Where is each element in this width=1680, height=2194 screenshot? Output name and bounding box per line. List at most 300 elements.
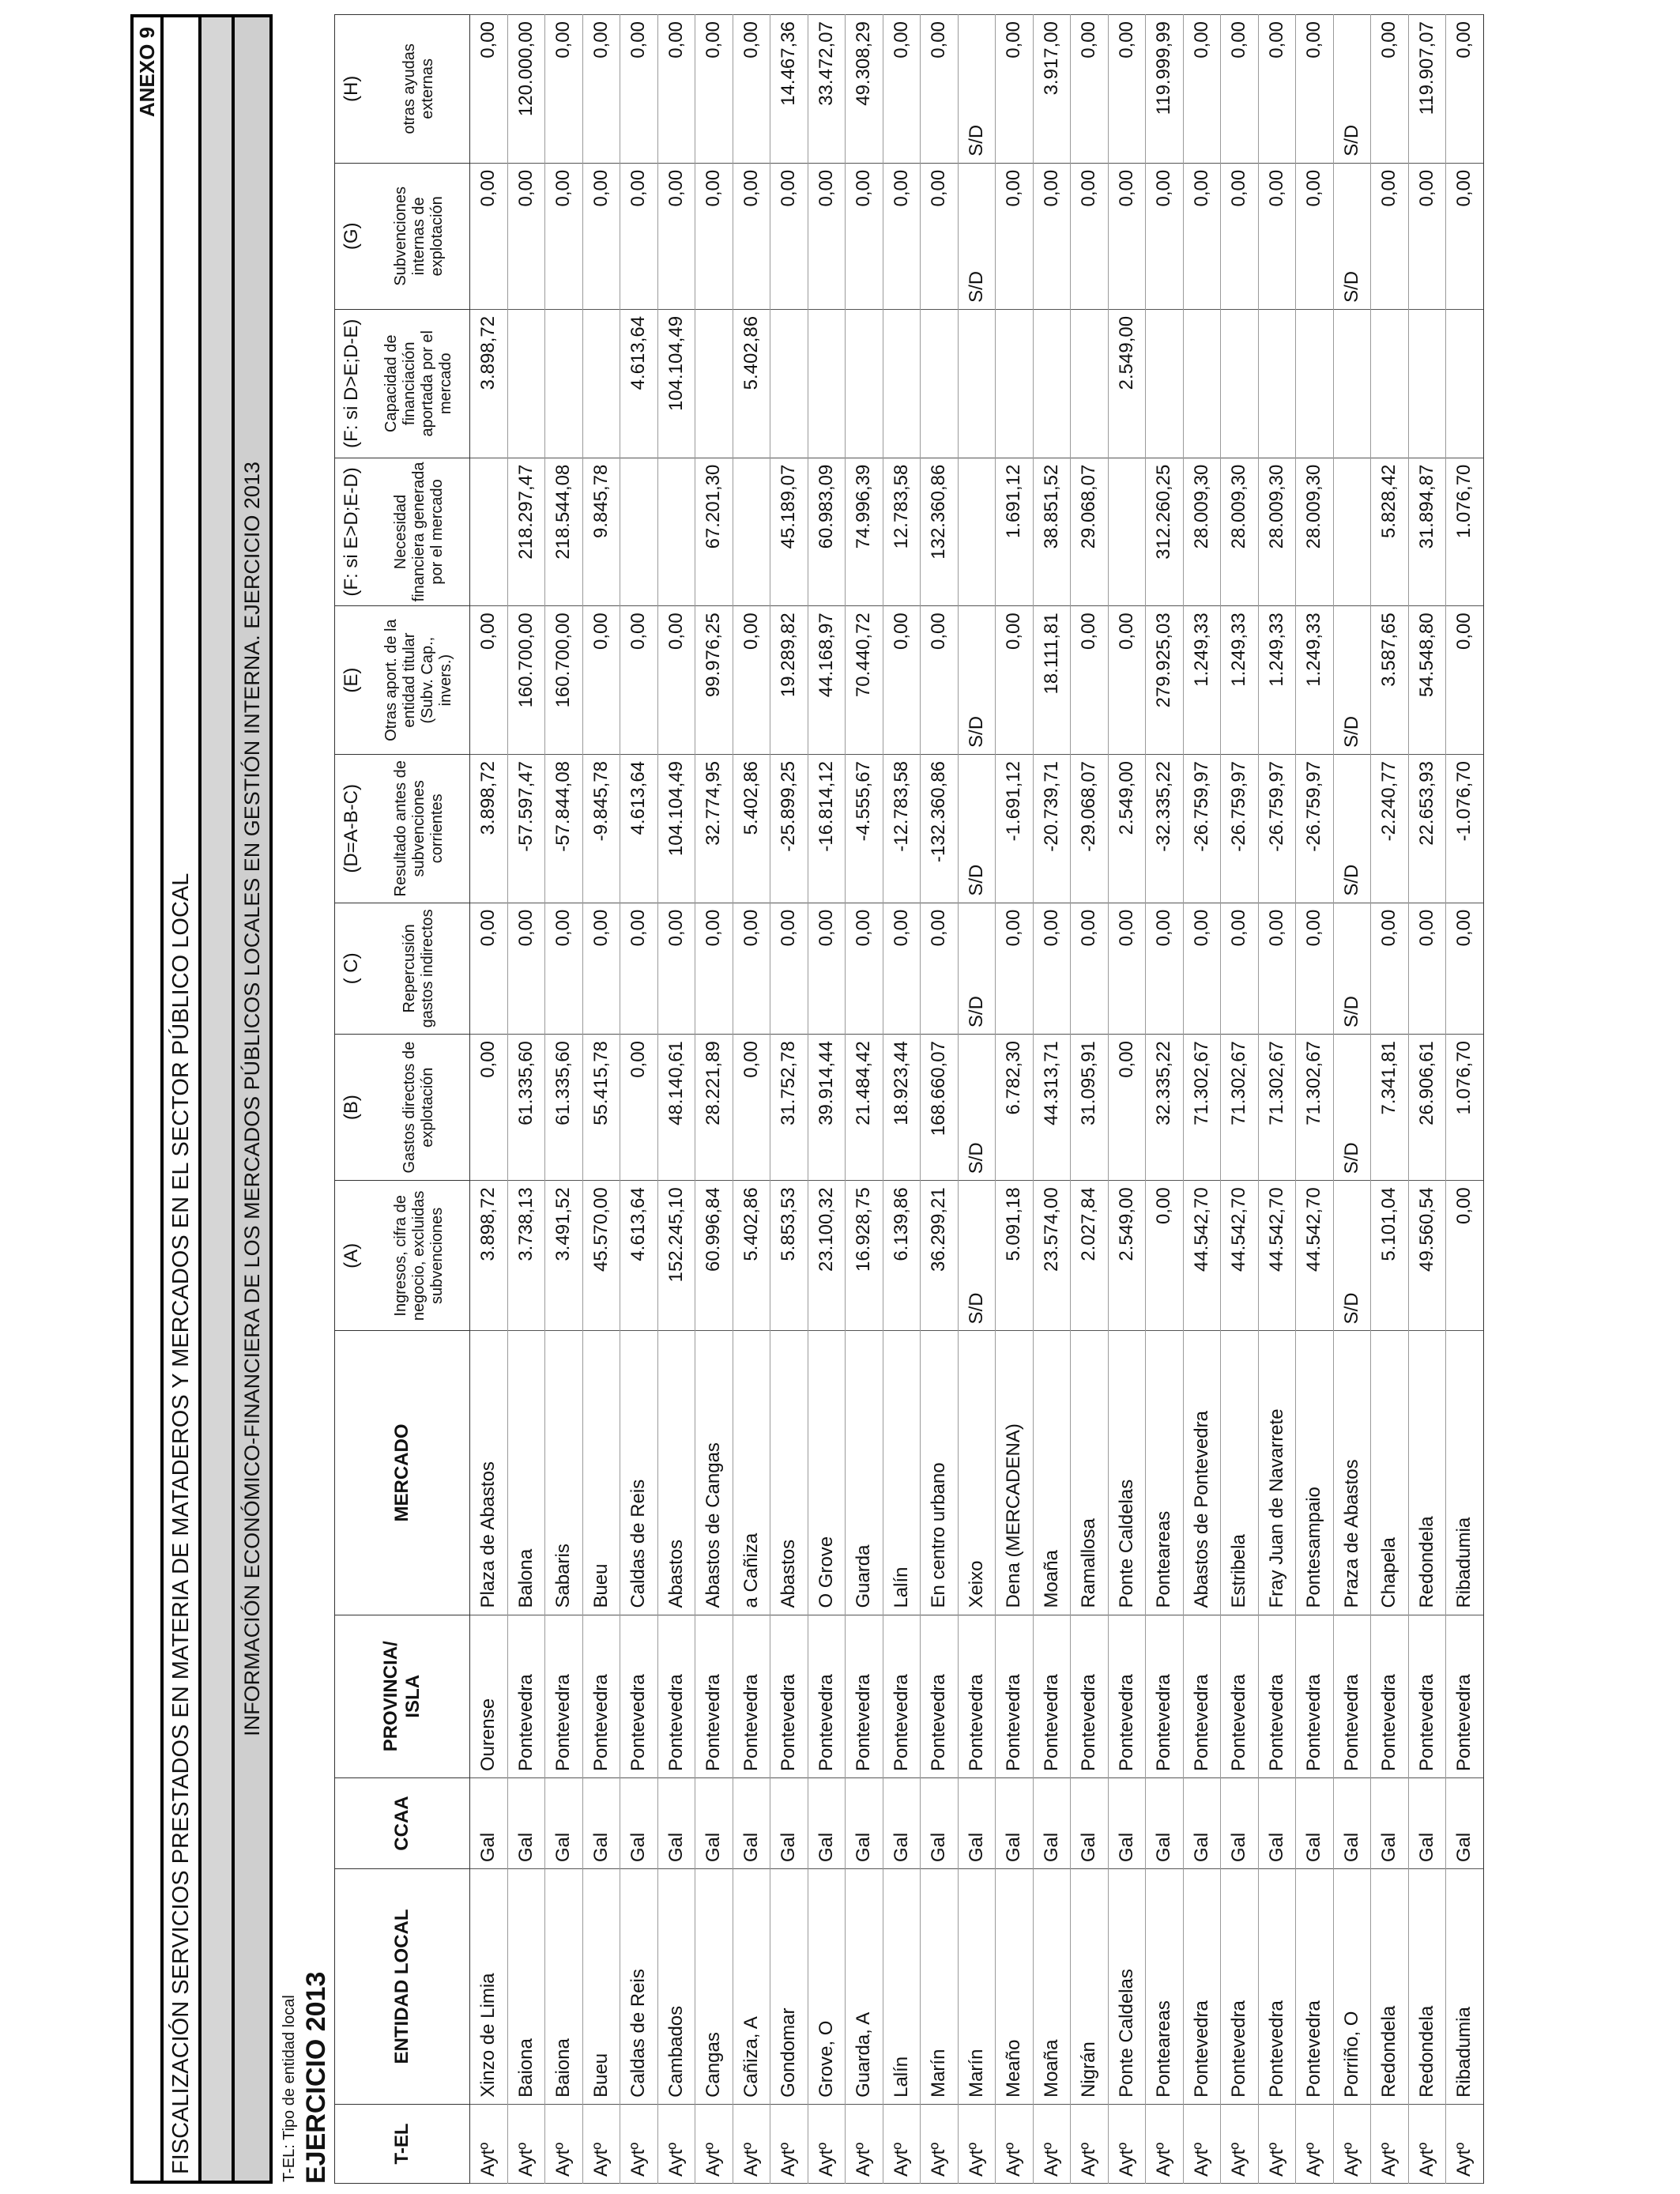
cell-otras-aportaciones: 19.289,82 bbox=[770, 606, 808, 755]
table-row bbox=[657, 15, 695, 2184]
cell-mercado: Chapela bbox=[1371, 1331, 1409, 1615]
cell-otras-aportaciones: 0,00 bbox=[582, 606, 620, 755]
cell-ccaa: Gal bbox=[657, 1778, 695, 1869]
cell-resultado: -32.335,22 bbox=[1146, 754, 1184, 903]
cell-resultado: -57.597,47 bbox=[507, 754, 545, 903]
header-f1-desc: Necesidad financiera generada por el mercado bbox=[368, 458, 470, 606]
cell-gastos-directos: 7.341,81 bbox=[1371, 1035, 1409, 1181]
header-a-desc: Ingresos, cifra de negocio, excluidas subvenciones bbox=[368, 1181, 470, 1331]
cell-tel: Aytº bbox=[582, 2104, 620, 2183]
cell-ingresos: S/D bbox=[1333, 1181, 1371, 1331]
cell-capacidad-financiacion bbox=[1446, 309, 1484, 458]
cell-resultado: -16.814,12 bbox=[808, 754, 846, 903]
cell-necesidad-financiera bbox=[620, 458, 658, 606]
cell-capacidad-financiacion bbox=[958, 309, 996, 458]
header-f1-code: (F: si E>D;E-D) bbox=[335, 458, 369, 606]
cell-gastos-indirectos: 0,00 bbox=[582, 903, 620, 1034]
header-c-code: ( C) bbox=[335, 903, 369, 1034]
cell-subvenciones-internas: 0,00 bbox=[1183, 163, 1221, 309]
cell-ccaa: Gal bbox=[1033, 1778, 1071, 1869]
cell-ccaa: Gal bbox=[470, 1778, 508, 1869]
table-body bbox=[470, 15, 1484, 2184]
cell-gastos-directos: 0,00 bbox=[620, 1035, 658, 1181]
cell-otras-ayudas: S/D bbox=[958, 15, 996, 164]
cell-provincia: Pontevedra bbox=[996, 1615, 1034, 1777]
cell-ccaa: Gal bbox=[1258, 1778, 1296, 1869]
cell-necesidad-financiera bbox=[733, 458, 770, 606]
cell-entidad: Baiona bbox=[507, 1869, 545, 2105]
cell-mercado: Abastos bbox=[657, 1331, 695, 1615]
cell-gastos-indirectos: 0,00 bbox=[657, 903, 695, 1034]
report-title: FISCALIZACIÓN SERVICIOS PRESTADOS EN MATERIA DE MATADEROS Y MERCADOS EN EL SECTOR PÚBLICO LOCAL bbox=[168, 873, 194, 2174]
cell-tel: Aytº bbox=[770, 2104, 808, 2183]
cell-otras-ayudas: 0,00 bbox=[1258, 15, 1296, 164]
cell-capacidad-financiacion bbox=[883, 309, 921, 458]
cell-tel: Aytº bbox=[808, 2104, 846, 2183]
cell-subvenciones-internas: 0,00 bbox=[1446, 163, 1484, 309]
cell-gastos-indirectos: 0,00 bbox=[507, 903, 545, 1034]
cell-ingresos: 44.542,70 bbox=[1221, 1181, 1259, 1331]
cell-resultado: -26.759,97 bbox=[1296, 754, 1334, 903]
cell-mercado: Ponte Caldelas bbox=[1108, 1331, 1146, 1615]
cell-capacidad-financiacion bbox=[1333, 309, 1371, 458]
cell-ingresos: 5.091,18 bbox=[996, 1181, 1034, 1331]
table-row bbox=[1183, 15, 1221, 2184]
cell-otras-ayudas: 0,00 bbox=[921, 15, 959, 164]
cell-ccaa: Gal bbox=[695, 1778, 733, 1869]
cell-gastos-directos: 6.782,30 bbox=[996, 1035, 1034, 1181]
cell-gastos-directos: 71.302,67 bbox=[1183, 1035, 1221, 1181]
cell-otras-ayudas: 0,00 bbox=[1108, 15, 1146, 164]
table-row bbox=[1071, 15, 1109, 2184]
cell-ccaa: Gal bbox=[1221, 1778, 1259, 1869]
cell-necesidad-financiera: 218.544,08 bbox=[545, 458, 583, 606]
cell-necesidad-financiera: 5.828,42 bbox=[1371, 458, 1409, 606]
cell-mercado: Dena (MERCADENA) bbox=[996, 1331, 1034, 1615]
cell-resultado: -26.759,97 bbox=[1221, 754, 1259, 903]
table-row bbox=[1333, 15, 1371, 2184]
cell-gastos-indirectos: 0,00 bbox=[1146, 903, 1184, 1034]
cell-gastos-indirectos: 0,00 bbox=[1258, 903, 1296, 1034]
cell-ingresos: 6.139,86 bbox=[883, 1181, 921, 1331]
cell-tel: Aytº bbox=[1108, 2104, 1146, 2183]
cell-mercado: Redondela bbox=[1408, 1331, 1446, 1615]
cell-resultado: 4.613,64 bbox=[620, 754, 658, 903]
cell-provincia: Pontevedra bbox=[1033, 1615, 1071, 1777]
cell-otras-ayudas: 0,00 bbox=[1071, 15, 1109, 164]
cell-ingresos: 60.996,84 bbox=[695, 1181, 733, 1331]
cell-provincia: Pontevedra bbox=[921, 1615, 959, 1777]
cell-mercado: Moaña bbox=[1033, 1331, 1071, 1615]
cell-entidad: Cañiza, A bbox=[733, 1869, 770, 2105]
cell-ccaa: Gal bbox=[620, 1778, 658, 1869]
cell-provincia: Pontevedra bbox=[545, 1615, 583, 1777]
cell-ingresos: 16.928,75 bbox=[846, 1181, 883, 1331]
cell-ccaa: Gal bbox=[1146, 1778, 1184, 1869]
cell-tel: Aytº bbox=[1258, 2104, 1296, 2183]
cell-provincia: Pontevedra bbox=[582, 1615, 620, 1777]
cell-necesidad-financiera bbox=[1108, 458, 1146, 606]
table-row bbox=[620, 15, 658, 2184]
cell-otras-ayudas: 0,00 bbox=[620, 15, 658, 164]
cell-gastos-indirectos: 0,00 bbox=[470, 903, 508, 1034]
cell-gastos-directos: 0,00 bbox=[733, 1035, 770, 1181]
cell-gastos-indirectos: 0,00 bbox=[695, 903, 733, 1034]
cell-resultado: -4.555,67 bbox=[846, 754, 883, 903]
cell-entidad: Ribadumia bbox=[1446, 1869, 1484, 2105]
cell-gastos-indirectos: 0,00 bbox=[1033, 903, 1071, 1034]
header-f2-desc: Capacidad de financiación aportada por el mercado bbox=[368, 309, 470, 458]
cell-capacidad-financiacion: 4.613,64 bbox=[620, 309, 658, 458]
cell-entidad: Cangas bbox=[695, 1869, 733, 2105]
cell-provincia: Pontevedra bbox=[1221, 1615, 1259, 1777]
cell-subvenciones-internas: 0,00 bbox=[1408, 163, 1446, 309]
cell-tel: Aytº bbox=[1221, 2104, 1259, 2183]
cell-subvenciones-internas: 0,00 bbox=[582, 163, 620, 309]
cell-subvenciones-internas: 0,00 bbox=[507, 163, 545, 309]
cell-ccaa: Gal bbox=[545, 1778, 583, 1869]
cell-tel: Aytº bbox=[883, 2104, 921, 2183]
cell-necesidad-financiera: 28.009,30 bbox=[1183, 458, 1221, 606]
cell-ccaa: Gal bbox=[1183, 1778, 1221, 1869]
header-a-code: (A) bbox=[335, 1181, 369, 1331]
cell-capacidad-financiacion bbox=[507, 309, 545, 458]
cell-subvenciones-internas: 0,00 bbox=[1071, 163, 1109, 309]
cell-ccaa: Gal bbox=[582, 1778, 620, 1869]
cell-ingresos: 2.549,00 bbox=[1108, 1181, 1146, 1331]
cell-otras-aportaciones: 0,00 bbox=[1446, 606, 1484, 755]
cell-otras-ayudas: 0,00 bbox=[996, 15, 1034, 164]
cell-subvenciones-internas: 0,00 bbox=[996, 163, 1034, 309]
cell-ingresos: 4.613,64 bbox=[620, 1181, 658, 1331]
cell-otras-aportaciones: 0,00 bbox=[883, 606, 921, 755]
table-row bbox=[507, 15, 545, 2184]
header-provincia: PROVINCIA/ ISLA bbox=[335, 1615, 470, 1777]
cell-capacidad-financiacion bbox=[1146, 309, 1184, 458]
cell-resultado: 104.104,49 bbox=[657, 754, 695, 903]
cell-tel: Aytº bbox=[545, 2104, 583, 2183]
cell-otras-ayudas: 0,00 bbox=[1296, 15, 1334, 164]
cell-ccaa: Gal bbox=[958, 1778, 996, 1869]
cell-otras-ayudas: 0,00 bbox=[1221, 15, 1259, 164]
cell-provincia: Pontevedra bbox=[1108, 1615, 1146, 1777]
cell-mercado: Ribadumia bbox=[1446, 1331, 1484, 1615]
cell-otras-ayudas: 120.000,00 bbox=[507, 15, 545, 164]
cell-resultado: 3.898,72 bbox=[470, 754, 508, 903]
cell-gastos-directos: 39.914,44 bbox=[808, 1035, 846, 1181]
cell-provincia: Pontevedra bbox=[1071, 1615, 1109, 1777]
table-row bbox=[733, 15, 770, 2184]
cell-ingresos: 44.542,70 bbox=[1296, 1181, 1334, 1331]
cell-gastos-indirectos: 0,00 bbox=[846, 903, 883, 1034]
cell-otras-ayudas: 0,00 bbox=[545, 15, 583, 164]
cell-entidad: Gondomar bbox=[770, 1869, 808, 2105]
cell-gastos-directos: 0,00 bbox=[470, 1035, 508, 1181]
cell-provincia: Pontevedra bbox=[1146, 1615, 1184, 1777]
cell-capacidad-financiacion bbox=[545, 309, 583, 458]
cell-subvenciones-internas: 0,00 bbox=[1033, 163, 1071, 309]
cell-otras-aportaciones: 0,00 bbox=[921, 606, 959, 755]
cell-ingresos: 3.898,72 bbox=[470, 1181, 508, 1331]
cell-ingresos: 3.491,52 bbox=[545, 1181, 583, 1331]
cell-entidad: Grove, O bbox=[808, 1869, 846, 2105]
cell-provincia: Ourense bbox=[470, 1615, 508, 1777]
cell-necesidad-financiera: 1.691,12 bbox=[996, 458, 1034, 606]
cell-capacidad-financiacion bbox=[921, 309, 959, 458]
cell-otras-ayudas: 0,00 bbox=[733, 15, 770, 164]
cell-provincia: Pontevedra bbox=[1333, 1615, 1371, 1777]
cell-capacidad-financiacion: 3.898,72 bbox=[470, 309, 508, 458]
cell-mercado: Bueu bbox=[582, 1331, 620, 1615]
cell-resultado: -20.739,71 bbox=[1033, 754, 1071, 903]
cell-gastos-directos: 28.221,89 bbox=[695, 1035, 733, 1181]
cell-tel: Aytº bbox=[620, 2104, 658, 2183]
cell-necesidad-financiera: 28.009,30 bbox=[1296, 458, 1334, 606]
cell-subvenciones-internas: 0,00 bbox=[921, 163, 959, 309]
cell-otras-ayudas: 0,00 bbox=[883, 15, 921, 164]
cell-provincia: Pontevedra bbox=[695, 1615, 733, 1777]
header-h-code: (H) bbox=[335, 15, 369, 164]
cell-tel: Aytº bbox=[996, 2104, 1034, 2183]
table-row bbox=[1221, 15, 1259, 2184]
cell-necesidad-financiera: 74.996,39 bbox=[846, 458, 883, 606]
cell-ingresos: 0,00 bbox=[1146, 1181, 1184, 1331]
cell-necesidad-financiera bbox=[1333, 458, 1371, 606]
cell-ccaa: Gal bbox=[507, 1778, 545, 1869]
cell-necesidad-financiera: 67.201,30 bbox=[695, 458, 733, 606]
cell-capacidad-financiacion bbox=[1221, 309, 1259, 458]
table-row bbox=[1108, 15, 1146, 2184]
header-b-desc: Gastos directos de explotación bbox=[368, 1035, 470, 1181]
cell-entidad: Guarda, A bbox=[846, 1869, 883, 2105]
cell-subvenciones-internas: 0,00 bbox=[846, 163, 883, 309]
cell-ccaa: Gal bbox=[1333, 1778, 1371, 1869]
cell-gastos-directos: S/D bbox=[958, 1035, 996, 1181]
cell-gastos-indirectos: 0,00 bbox=[1071, 903, 1109, 1034]
cell-ingresos: 2.027,84 bbox=[1071, 1181, 1109, 1331]
table-row bbox=[470, 15, 508, 2184]
cell-necesidad-financiera: 28.009,30 bbox=[1221, 458, 1259, 606]
table-row bbox=[921, 15, 959, 2184]
cell-ingresos: 44.542,70 bbox=[1258, 1181, 1296, 1331]
cell-entidad: Redondela bbox=[1408, 1869, 1446, 2105]
cell-otras-ayudas: 49.308,29 bbox=[846, 15, 883, 164]
cell-gastos-directos: 48.140,61 bbox=[657, 1035, 695, 1181]
header-g-code: (G) bbox=[335, 163, 369, 309]
table-row bbox=[1258, 15, 1296, 2184]
cell-capacidad-financiacion: 104.104,49 bbox=[657, 309, 695, 458]
cell-entidad: Baiona bbox=[545, 1869, 583, 2105]
cell-provincia: Pontevedra bbox=[1296, 1615, 1334, 1777]
cell-gastos-indirectos: 0,00 bbox=[1446, 903, 1484, 1034]
cell-resultado: 2.549,00 bbox=[1108, 754, 1146, 903]
table-row bbox=[1296, 15, 1334, 2184]
cell-otras-aportaciones: 3.587,65 bbox=[1371, 606, 1409, 755]
cell-mercado: En centro urbano bbox=[921, 1331, 959, 1615]
cell-ingresos: 44.542,70 bbox=[1183, 1181, 1221, 1331]
header-f2-code: (F: si D>E;D-E) bbox=[335, 309, 369, 458]
cell-tel: Aytº bbox=[1446, 2104, 1484, 2183]
cell-entidad: Pontevedra bbox=[1296, 1869, 1334, 2105]
cell-necesidad-financiera: 12.783,58 bbox=[883, 458, 921, 606]
cell-otras-ayudas: 119.999,99 bbox=[1146, 15, 1184, 164]
cell-gastos-directos: 55.415,78 bbox=[582, 1035, 620, 1181]
cell-subvenciones-internas: S/D bbox=[1333, 163, 1371, 309]
cell-otras-aportaciones: 0,00 bbox=[1071, 606, 1109, 755]
cell-gastos-indirectos: 0,00 bbox=[1296, 903, 1334, 1034]
table-row bbox=[883, 15, 921, 2184]
cell-capacidad-financiacion bbox=[1071, 309, 1109, 458]
cell-resultado: -29.068,07 bbox=[1071, 754, 1109, 903]
cell-resultado: -2.240,77 bbox=[1371, 754, 1409, 903]
cell-ccaa: Gal bbox=[1071, 1778, 1109, 1869]
cell-necesidad-financiera: 60.983,09 bbox=[808, 458, 846, 606]
cell-gastos-indirectos: 0,00 bbox=[1183, 903, 1221, 1034]
cell-otras-ayudas: 3.917,00 bbox=[1033, 15, 1071, 164]
cell-capacidad-financiacion bbox=[1296, 309, 1334, 458]
cell-ccaa: Gal bbox=[846, 1778, 883, 1869]
cell-gastos-indirectos: S/D bbox=[1333, 903, 1371, 1034]
cell-entidad: Marín bbox=[958, 1869, 996, 2105]
header-ccaa: CCAA bbox=[335, 1778, 470, 1869]
cell-entidad: Porriño, O bbox=[1333, 1869, 1371, 2105]
cell-provincia: Pontevedra bbox=[1408, 1615, 1446, 1777]
cell-mercado: Ponteareas bbox=[1146, 1331, 1184, 1615]
cell-gastos-indirectos: S/D bbox=[958, 903, 996, 1034]
cell-mercado: Ramallosa bbox=[1071, 1331, 1109, 1615]
cell-necesidad-financiera: 312.260,25 bbox=[1146, 458, 1184, 606]
cell-resultado: -25.899,25 bbox=[770, 754, 808, 903]
cell-resultado: -26.759,97 bbox=[1258, 754, 1296, 903]
cell-tel: Aytº bbox=[657, 2104, 695, 2183]
cell-ingresos: 5.853,53 bbox=[770, 1181, 808, 1331]
legend-note: T-EL: Tipo de entidad local bbox=[281, 1995, 298, 2182]
cell-subvenciones-internas: 0,00 bbox=[1371, 163, 1409, 309]
cell-gastos-directos: 71.302,67 bbox=[1258, 1035, 1296, 1181]
cell-subvenciones-internas: 0,00 bbox=[733, 163, 770, 309]
cell-otras-aportaciones: S/D bbox=[958, 606, 996, 755]
cell-entidad: Ponte Caldelas bbox=[1108, 1869, 1146, 2105]
cell-capacidad-financiacion bbox=[996, 309, 1034, 458]
header-mercado: MERCADO bbox=[335, 1331, 470, 1615]
cell-entidad: Xinzo de Limia bbox=[470, 1869, 508, 2105]
cell-mercado: a Cañiza bbox=[733, 1331, 770, 1615]
cell-resultado: -1.076,70 bbox=[1446, 754, 1484, 903]
cell-subvenciones-internas: 0,00 bbox=[620, 163, 658, 309]
cell-gastos-indirectos: 0,00 bbox=[620, 903, 658, 1034]
cell-ccaa: Gal bbox=[1108, 1778, 1146, 1869]
cell-ccaa: Gal bbox=[1371, 1778, 1409, 1869]
table-row bbox=[1446, 15, 1484, 2184]
report-title-bar bbox=[164, 14, 202, 2184]
cell-otras-aportaciones: 160.700,00 bbox=[545, 606, 583, 755]
cell-otras-aportaciones: 18.111,81 bbox=[1033, 606, 1071, 755]
cell-otras-ayudas: 0,00 bbox=[695, 15, 733, 164]
cell-otras-aportaciones: 1.249,33 bbox=[1183, 606, 1221, 755]
cell-resultado: S/D bbox=[1333, 754, 1371, 903]
header-c-desc: Repercusión gastos indirectos bbox=[368, 903, 470, 1034]
cell-provincia: Pontevedra bbox=[770, 1615, 808, 1777]
cell-subvenciones-internas: 0,00 bbox=[695, 163, 733, 309]
cell-gastos-directos: 32.335,22 bbox=[1146, 1035, 1184, 1181]
cell-mercado: Abastos de Pontevedra bbox=[1183, 1331, 1221, 1615]
cell-gastos-indirectos: 0,00 bbox=[1221, 903, 1259, 1034]
cell-subvenciones-internas: 0,00 bbox=[1258, 163, 1296, 309]
cell-otras-aportaciones: S/D bbox=[1333, 606, 1371, 755]
cell-otras-aportaciones: 1.249,33 bbox=[1258, 606, 1296, 755]
cell-ccaa: Gal bbox=[996, 1778, 1034, 1869]
cell-tel: Aytº bbox=[921, 2104, 959, 2183]
cell-ingresos: 45.570,00 bbox=[582, 1181, 620, 1331]
cell-necesidad-financiera: 45.189,07 bbox=[770, 458, 808, 606]
cell-otras-aportaciones: 279.925,03 bbox=[1146, 606, 1184, 755]
cell-ingresos: 23.100,32 bbox=[808, 1181, 846, 1331]
cell-entidad: Cambados bbox=[657, 1869, 695, 2105]
cell-subvenciones-internas: 0,00 bbox=[770, 163, 808, 309]
header-e-desc: Otras aport. de la entidad titular (Subv. Cap., invers.) bbox=[368, 606, 470, 755]
cell-necesidad-financiera bbox=[958, 458, 996, 606]
cell-ingresos: 5.101,04 bbox=[1371, 1181, 1409, 1331]
header-b-code: (B) bbox=[335, 1035, 369, 1181]
cell-otras-aportaciones: 0,00 bbox=[620, 606, 658, 755]
cell-ccaa: Gal bbox=[1446, 1778, 1484, 1869]
cell-tel: Aytº bbox=[846, 2104, 883, 2183]
annex-label-bar bbox=[130, 14, 164, 2184]
cell-provincia: Pontevedra bbox=[808, 1615, 846, 1777]
cell-otras-ayudas: 0,00 bbox=[657, 15, 695, 164]
cell-tel: Aytº bbox=[1408, 2104, 1446, 2183]
table-row bbox=[996, 15, 1034, 2184]
cell-tel: Aytº bbox=[1033, 2104, 1071, 2183]
markets-table bbox=[334, 14, 1484, 2184]
cell-subvenciones-internas: 0,00 bbox=[1296, 163, 1334, 309]
cell-ccaa: Gal bbox=[921, 1778, 959, 1869]
cell-otras-aportaciones: 0,00 bbox=[733, 606, 770, 755]
cell-gastos-indirectos: 0,00 bbox=[921, 903, 959, 1034]
table-row bbox=[1371, 15, 1409, 2184]
cell-otras-aportaciones: 0,00 bbox=[996, 606, 1034, 755]
cell-necesidad-financiera: 132.360,86 bbox=[921, 458, 959, 606]
cell-resultado: -57.844,08 bbox=[545, 754, 583, 903]
cell-mercado: Xeixo bbox=[958, 1331, 996, 1615]
cell-mercado: Praza de Abastos bbox=[1333, 1331, 1371, 1615]
cell-otras-aportaciones: 54.548,80 bbox=[1408, 606, 1446, 755]
cell-necesidad-financiera: 28.009,30 bbox=[1258, 458, 1296, 606]
cell-otras-aportaciones: 44.168,97 bbox=[808, 606, 846, 755]
cell-entidad: Meaño bbox=[996, 1869, 1034, 2105]
cell-entidad: Ponteareas bbox=[1146, 1869, 1184, 2105]
cell-resultado: 22.653,93 bbox=[1408, 754, 1446, 903]
cell-subvenciones-internas: 0,00 bbox=[1108, 163, 1146, 309]
cell-capacidad-financiacion: 2.549,00 bbox=[1108, 309, 1146, 458]
cell-provincia: Pontevedra bbox=[1183, 1615, 1221, 1777]
cell-tel: Aytº bbox=[507, 2104, 545, 2183]
cell-subvenciones-internas: 0,00 bbox=[1221, 163, 1259, 309]
cell-ccaa: Gal bbox=[1296, 1778, 1334, 1869]
cell-tel: Aytº bbox=[1183, 2104, 1221, 2183]
cell-gastos-directos: 44.313,71 bbox=[1033, 1035, 1071, 1181]
cell-otras-ayudas: 14.467,36 bbox=[770, 15, 808, 164]
cell-provincia: Pontevedra bbox=[846, 1615, 883, 1777]
cell-gastos-indirectos: 0,00 bbox=[1108, 903, 1146, 1034]
cell-mercado: Caldas de Reis bbox=[620, 1331, 658, 1615]
cell-otras-ayudas: 0,00 bbox=[582, 15, 620, 164]
cell-necesidad-financiera bbox=[470, 458, 508, 606]
cell-capacidad-financiacion bbox=[582, 309, 620, 458]
cell-entidad: Pontevedra bbox=[1258, 1869, 1296, 2105]
cell-mercado: Fray Juan de Navarrete bbox=[1258, 1331, 1296, 1615]
header-d-code: (D=A-B-C) bbox=[335, 754, 369, 903]
